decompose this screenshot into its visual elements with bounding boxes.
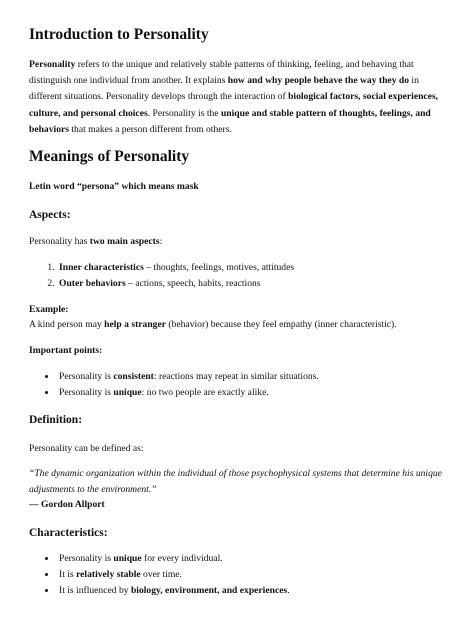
latin-origin-line: Letin word “persona” which means mask [29,181,199,192]
bold-text: help a stranger [104,319,166,330]
list-item: • It is relatively stable over time. [57,567,290,583]
example-label: Example: [29,304,69,315]
definition-intro: Personality can be defined as: [29,443,144,454]
list-item: • Personality is consistent: reactions may repeat in similar situations. [57,369,319,385]
bold-text: Inner characteristics [59,262,144,273]
list-item: • Personality is unique for every individual. [57,551,290,567]
list-item: 2. Outer behaviors – actions, speech, habits, reactions [57,276,294,292]
bold-text: Personality [29,59,76,70]
important-points-list [29,369,319,401]
bold-text: two main aspects [89,236,160,247]
important-points-label: Important points: [29,345,103,356]
list-item: • Personality is unique: no two people are exactly alike. [57,385,319,401]
bold-text: Outer behaviors [59,278,126,289]
aspects-intro: Personality has two main aspects: [29,236,163,247]
allport-quote: “The dynamic organization within the individual of those psychophysical systems that determine his unique adjustments to the environment.” [29,468,442,496]
example-text: A kind person may help a stranger (behavior) because they feel empathy (inner characteristic). [29,319,397,330]
characteristics-heading: Characteristics: [29,527,108,539]
section-title-meanings: Meanings of Personality [29,148,190,165]
aspects-list [29,260,294,292]
aspects-heading: Aspects: [29,209,71,221]
bold-text: how and why people behave the way they do [227,75,410,87]
bold-text: relatively stable [76,569,141,580]
bold-text: biological factors, social experiences, culture, and personal choices [29,91,439,119]
bold-text: biology, environment, and experiences [130,585,288,596]
bold-text: unique [113,387,142,398]
list-item: 1. Inner characteristics – thoughts, feelings, motives, attitudes [57,260,294,276]
bold-text: unique [113,553,142,564]
quote-author: — Gordon Allport [29,499,105,510]
characteristics-list [29,551,290,599]
bold-text: consistent [113,371,154,382]
intro-paragraph: Personality refers to the unique and relatively stable patterns of thinking, feeling, and behaving that distinguish one individual from another. It explains how and why people behave the way they do in different situations. Personality develops through the interaction of biological factors, social experiences, culture, and personal choices. Personality is the unique and stable pattern of thoughts, feelings, and behaviors that makes a person different from others. [29,59,439,135]
definition-heading: Definition: [29,414,83,426]
bold-text: unique and stable pattern of thoughts, feelings, and behaviors [29,107,431,135]
section-title-introduction: Introduction to Personality [29,26,209,43]
list-item: • It is influenced by biology, environment, and experiences. [57,583,290,599]
